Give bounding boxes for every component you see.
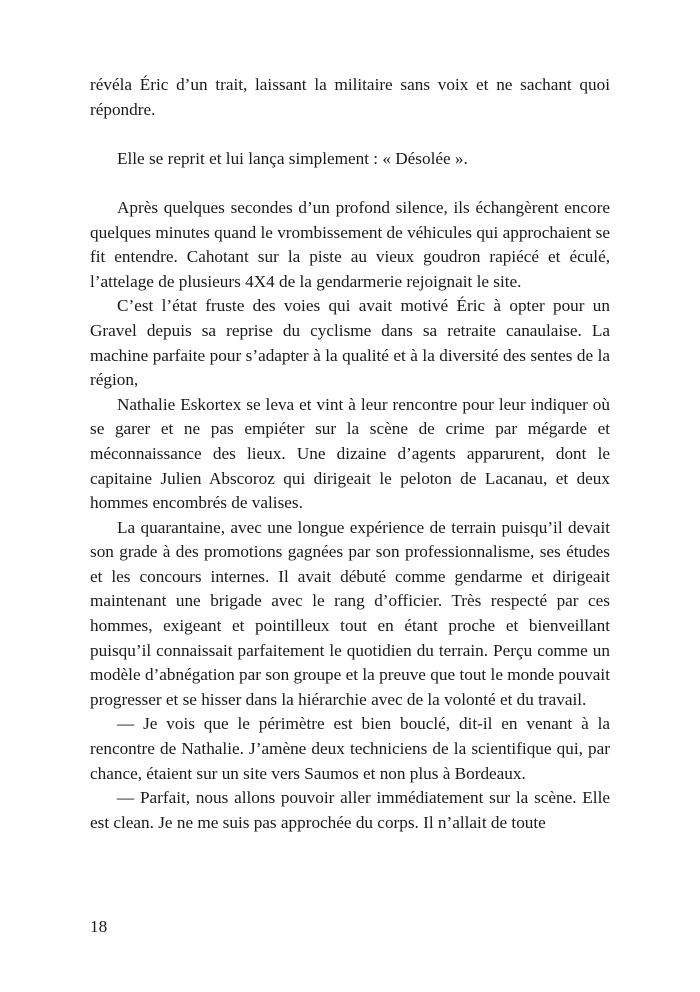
paragraph-4: C’est l’état fruste des voies qui avait motivé Éric à opter pour un Gravel depuis sa reprise du cyclisme dans sa retraite canaulaise. La machine parfaite pour s’adapter à la qualité et à la diversité des sentes de la région, xyxy=(90,296,610,390)
paragraph-3: Après quelques secondes d’un profond silence, ils échangèrent encore quelques minutes quand le vrombissement de véhicules qui approchaient se fit entendre. Cahotant sur la piste au vieux goudron rapiécé et éculé, l’attelage de plusieurs 4X4 de la gendarmerie rejoignait le site. xyxy=(90,197,610,291)
paragraph-2: Elle se reprit et lui lança simplement : « Désolée ». xyxy=(117,148,468,168)
paragraph-8: — Parfait, nous allons pouvoir aller immédiatement sur la scène. Elle est clean. Je ne me suis pas approchée du corps. Il n’allait de toute xyxy=(90,788,610,832)
paragraph-7: — Je vois que le périmètre est bien bouclé, dit-il en venant à la rencontre de Nathalie. J’amène deux techniciens de la scientifique qui, par chance, étaient sur un site vers Saumos et non plus à Bordeaux. xyxy=(90,714,610,783)
paragraph-5: Nathalie Eskortex se leva et vint à leur rencontre pour leur indiquer où se garer et ne pas empiéter sur la scène de crime par mégarde et méconnaissance des lieux. Une dizaine d’agents apparurent, dont le capitaine Julien Abscoroz qui dirigeait le peloton de Lacanau, et deux hommes encombrés de valises. xyxy=(90,394,610,513)
paragraph-6: La quarantaine, avec une longue expérience de terrain puisqu’il devait son grade à des promotions gagnées par son professionnalisme, ses études et les concours internes. Il avait débuté comme gendarme et dirigeait maintenant une brigade avec le rang d’officier. Très respecté par ces hommes, exigeant et pointilleux tout en étant proche et bienveillant puisqu’il connaissait parfaitement le quotidien du terrain. Perçu comme un modèle d’abnégation par son groupe et la preuve que tout le monde pouvait progresser et se hisser dans la hiérarchie avec de la volonté et du travail. xyxy=(90,517,610,709)
page-number: 18 xyxy=(90,917,108,936)
paragraph-1: révéla Éric d’un trait, laissant la militaire sans voix et ne sachant quoi répondre. xyxy=(90,75,610,119)
body-text xyxy=(90,73,610,835)
